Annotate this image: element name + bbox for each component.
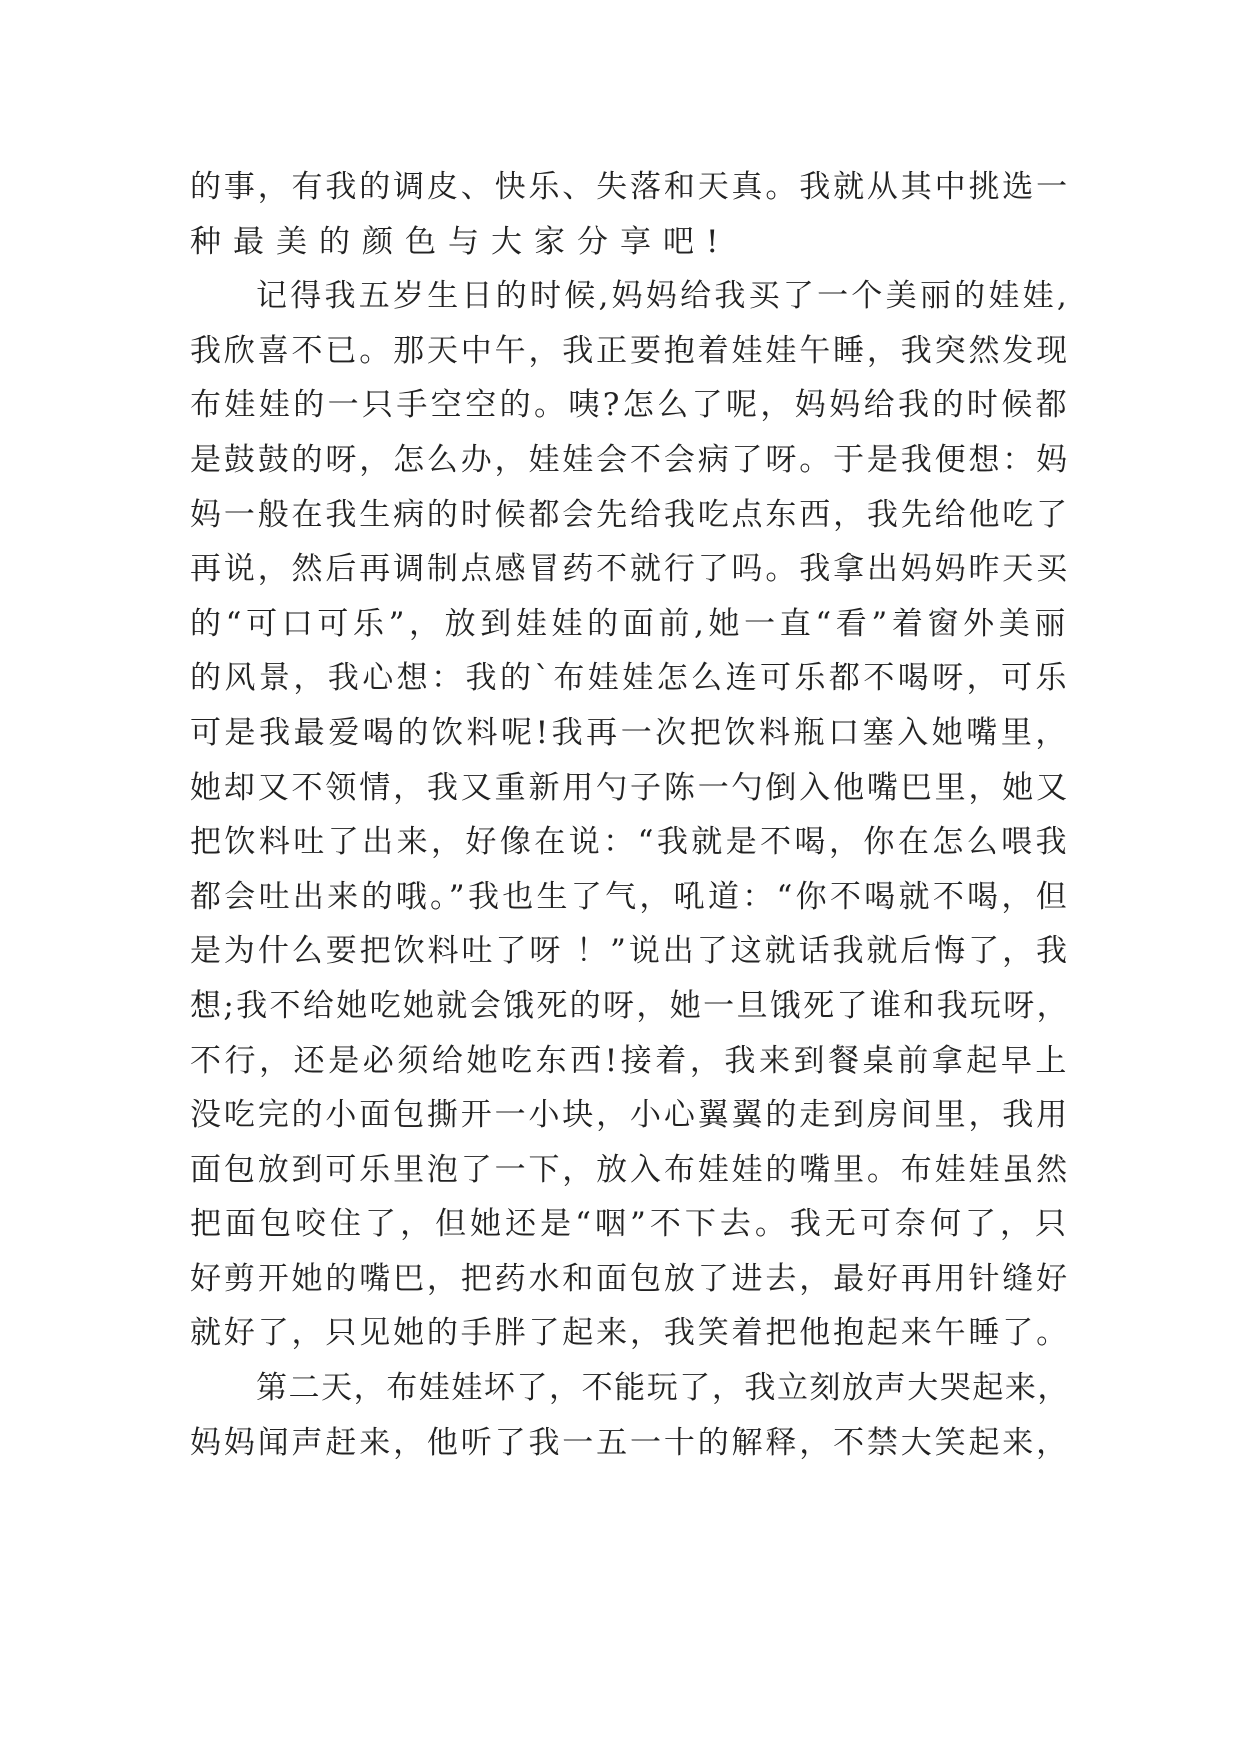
text-line: 把饮料吐了出来，好像在说：“我就是不喝，你在怎么喂我 (190, 824, 1070, 861)
text-line: 好剪开她的嘴巴，把药水和面包放了进去，最好再用针缝好 (190, 1260, 1070, 1297)
text-line: 的事，有我的调皮、快乐、失落和天真。我就从其中挑选一 (190, 169, 1070, 205)
text-line: 可是我最爱喝的饮料呢!我再一次把饮料瓶口塞入她嘴里， (190, 714, 1070, 751)
text-line: 面包放到可乐里泡了一下，放入布娃娃的嘴里。布娃娃虽然 (190, 1151, 1070, 1188)
text-line: 的风景，我心想：我的`布娃娃怎么连可乐都不喝呀，可乐 (190, 660, 1070, 697)
text-line: 她却又不领情，我又重新用勺子陈一勺倒入他嘴巴里，她又 (190, 769, 1070, 806)
text-line: 布娃娃的一只手空空的。咦?怎么了呢，妈妈给我的时候都 (190, 387, 1070, 424)
text-line: 是为什么要把饮料吐了呀 ！”说出了这就话我就后悔了，我 (190, 933, 1070, 970)
text-line: 想;我不给她吃她就会饿死的呀，她一旦饿死了谁和我玩呀， (190, 987, 1070, 1024)
text-line: 把面包咬住了，但她还是“咽”不下去。我无可奈何了，只 (190, 1206, 1070, 1243)
text-line: 的“可口可乐”，放到娃娃的面前,她一直“看”着窗外美丽 (190, 605, 1070, 642)
paragraph-first-line: 记得我五岁生日的时候,妈妈给我买了一个美丽的娃娃, (256, 278, 1070, 315)
text-line: 再说，然后再调制点感冒药不就行了吗。我拿出妈妈昨天买 (190, 551, 1070, 588)
text-line: 都会吐出来的哦。”我也生了气，吼道：“你不喝就不喝，但 (190, 878, 1070, 915)
text-line: 妈妈闻声赶来，他听了我一五一十的解释，不禁大笑起来， (190, 1424, 1070, 1461)
text-line: 是鼓鼓的呀，怎么办，娃娃会不会病了呀。于是我便想：妈 (190, 441, 1070, 478)
text-line: 妈一般在我生病的时候都会先给我吃点东西，我先给他吃了 (190, 496, 1070, 533)
text-line: 我欣喜不已。那天中午，我正要抱着娃娃午睡，我突然发现 (190, 332, 1070, 369)
text-line: 不行，还是必须给她吃东西!接着，我来到餐桌前拿起早上 (190, 1042, 1070, 1079)
text-line: 就好了，只见她的手胖了起来，我笑着把他抱起来午睡了。 (190, 1315, 1070, 1352)
text-line: 没吃完的小面包撕开一小块，小心翼翼的走到房间里，我用 (190, 1097, 1070, 1134)
paragraph-first-line: 第二天，布娃娃坏了，不能玩了，我立刻放声大哭起来， (256, 1370, 1070, 1407)
body-text (190, 160, 1070, 1470)
text-line: 种最美的颜色与大家分享吧! (190, 223, 731, 260)
